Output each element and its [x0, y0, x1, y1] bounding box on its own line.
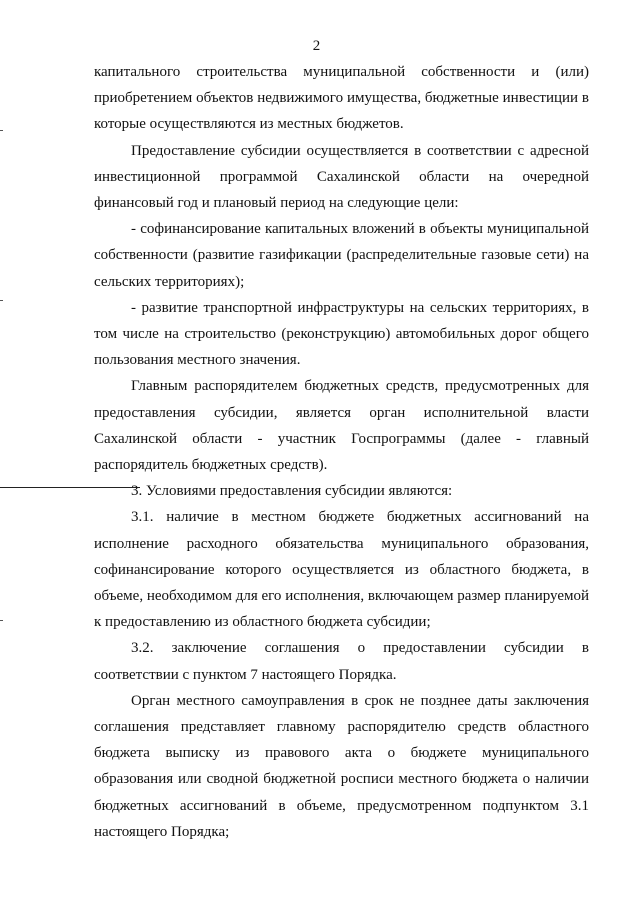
- scan-margin-mark: [0, 300, 3, 301]
- paragraph: Главным распорядителем бюджетных средств, предусмотренных для предоставления субсидии, является орган исполнительной власти Сахалинской области - участник Госпрограммы (далее - главный распорядитель бюджетных средств).: [94, 378, 589, 474]
- list-item: - софинансирование капитальных вложений в объекты муниципальной собственности (развитие газификации (распределительные газовые сети) на сельских территориях);: [94, 221, 589, 290]
- subsection-paragraph: 3.1. наличие в местном бюджете бюджетных ассигнований на исполнение расходного обязательства муниципального образования, софинансирование которого осуществляется из областного бюджета, в объеме, необходимом для его исполнения, включающем размер планируемой к предоставлению из областного бюджета субсидии;: [94, 509, 589, 631]
- scan-margin-mark: [0, 130, 3, 131]
- page-number: 2: [312, 38, 321, 54]
- scan-margin-mark: [0, 620, 3, 621]
- paragraph-continuation: капитального строительства муниципальной собственности и (или) приобретением объектов недвижимого имущества, бюджетные инвестиции в которые осуществляются из местных бюджетов.: [94, 64, 589, 133]
- section-heading: 3. Условиями предоставления субсидии являются:: [131, 483, 453, 500]
- subsection-paragraph: 3.2. заключение соглашения о предоставлении субсидии в соответствии с пунктом 7 настоящего Порядка.: [94, 640, 589, 683]
- list-item: - развитие транспортной инфраструктуры на сельских территориях, в том числе на строительство (реконструкцию) автомобильных дорог общего пользования местного значения.: [94, 299, 589, 369]
- paragraph: Орган местного самоуправления в срок не позднее даты заключения соглашения представляет главному распорядителю средств областного бюджета выписку из правового акта о бюджете муниципального образования или сводной бюджетной росписи местного бюджета о наличии бюджетных ассигнований в объеме, предусмотренном подпунктом 3.1 настоящего Порядка;: [94, 692, 589, 840]
- document-body: [94, 59, 589, 845]
- paragraph: Предоставление субсидии осуществляется в соответствии с адресной инвестиционной программой Сахалинской области на очередной финансовый год и плановый период на следующие цели:: [94, 142, 589, 212]
